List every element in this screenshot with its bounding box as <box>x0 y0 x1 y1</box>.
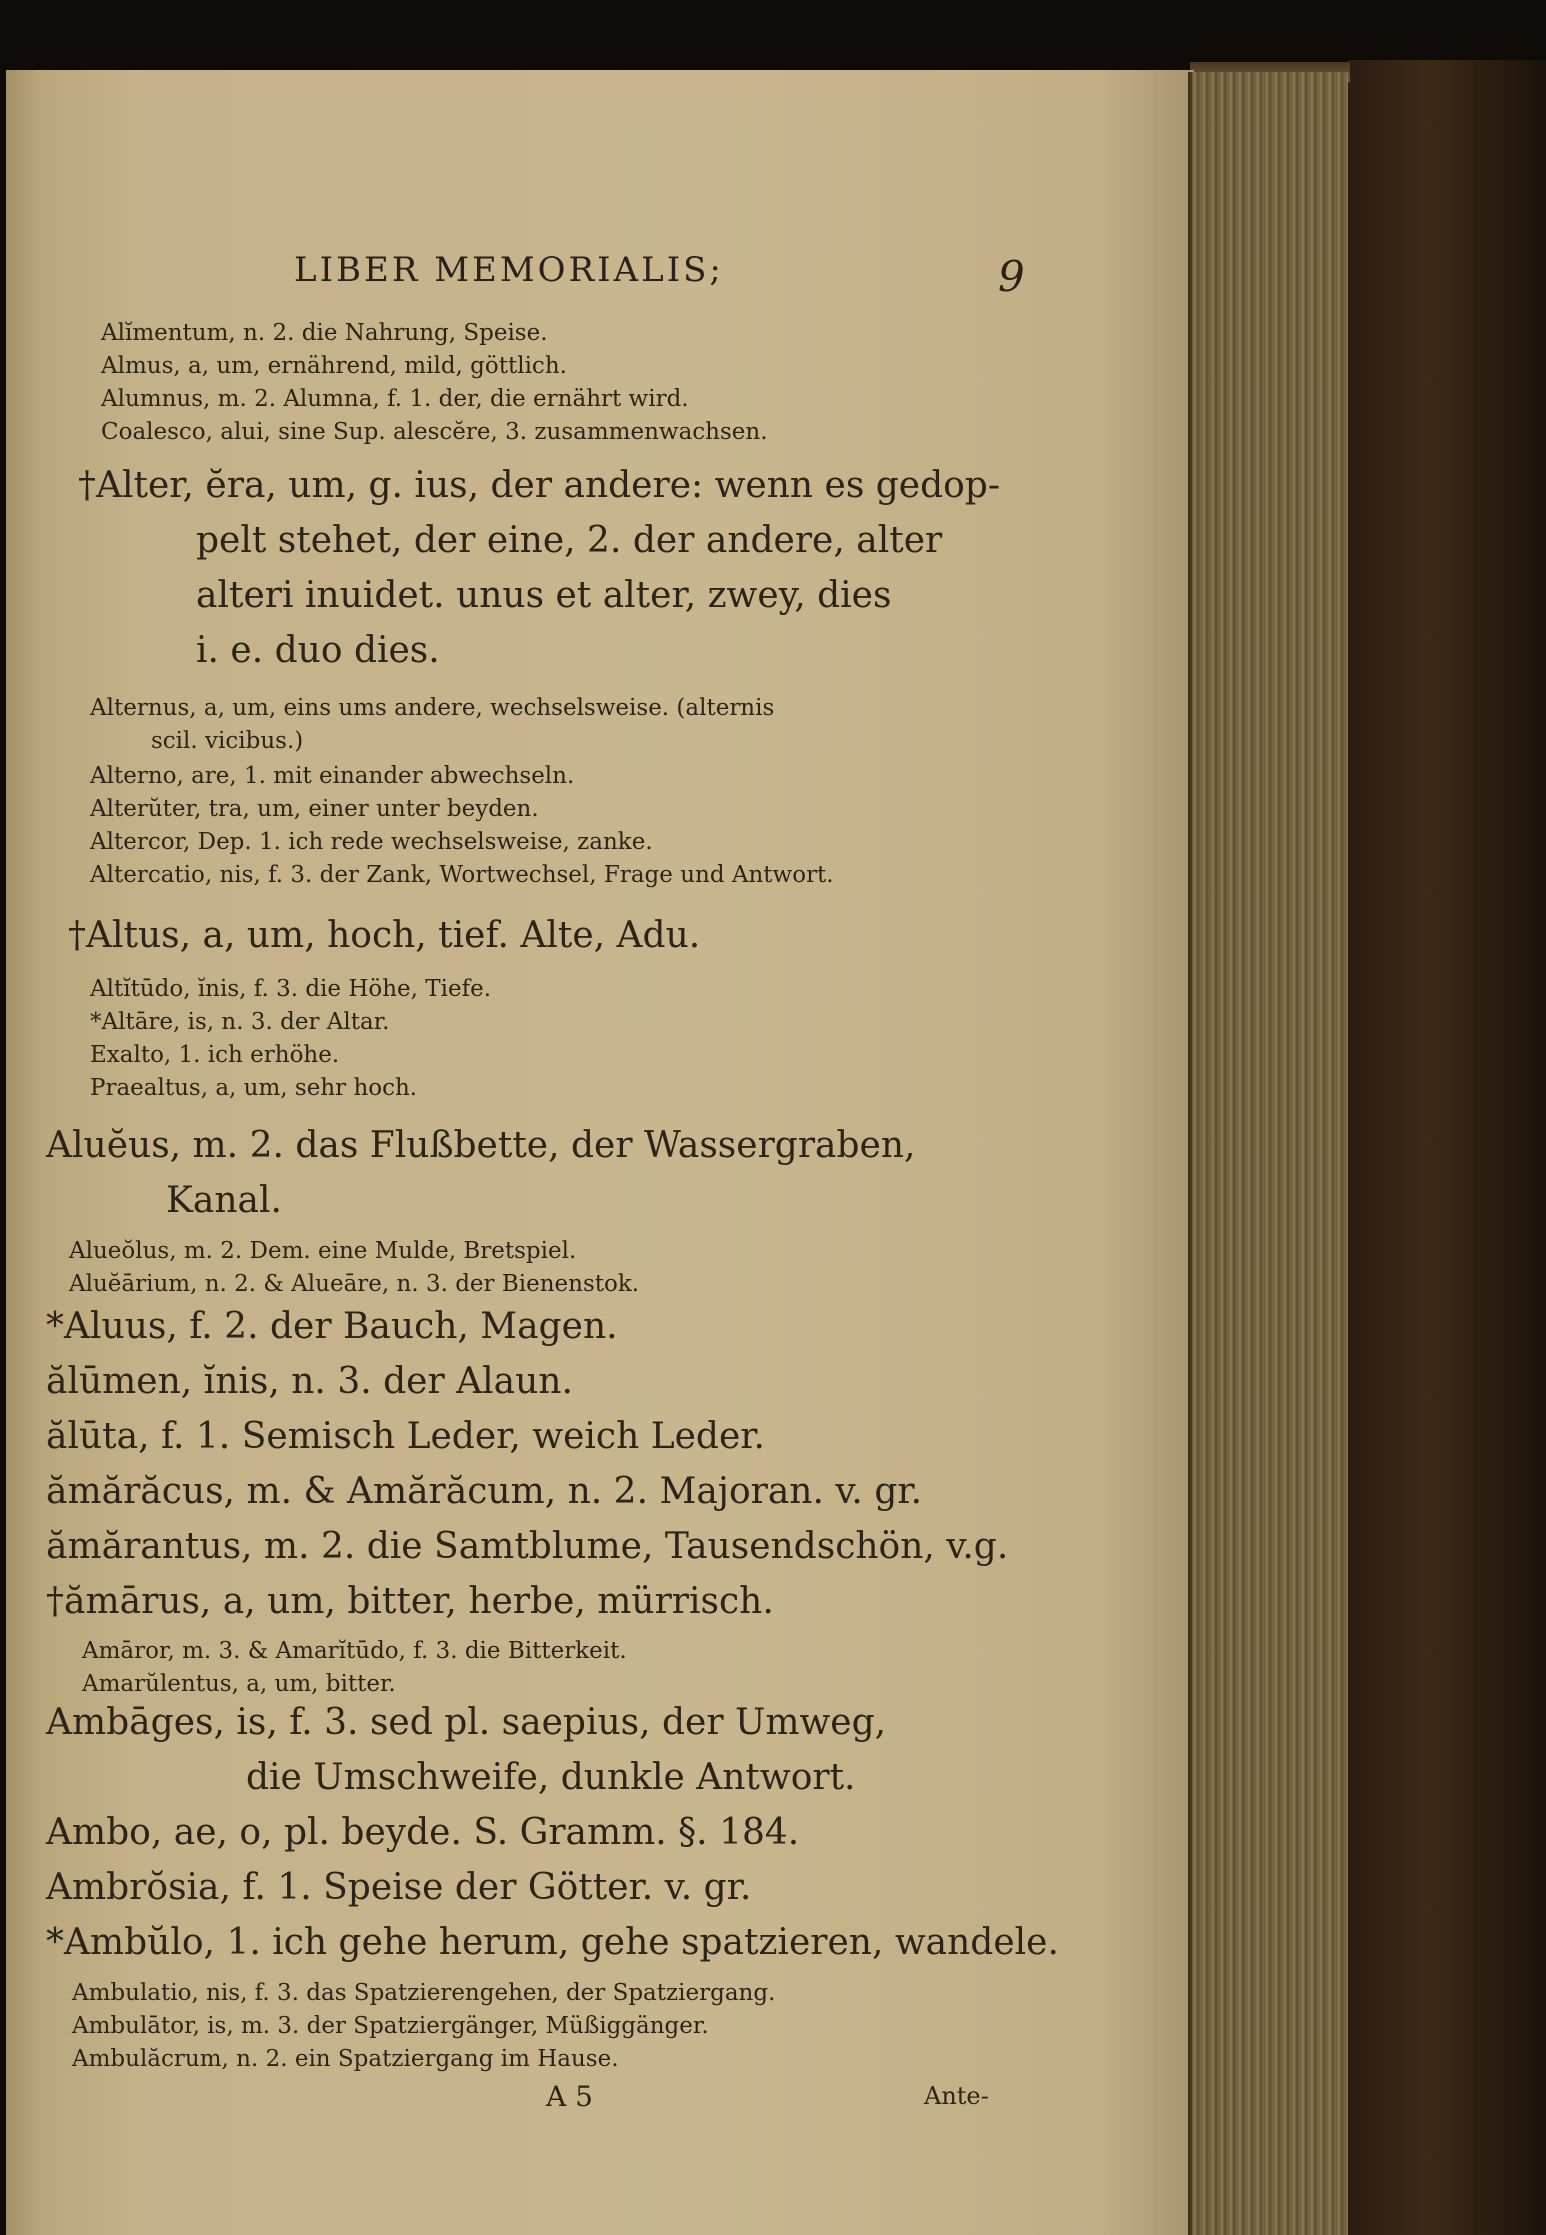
entry-altare: *Altāre, is, n. 3. der Altar. <box>90 1009 390 1035</box>
entry-amarus: †ămārus, a, um, bitter, herbe, mürrisch. <box>46 1581 774 1622</box>
page-number: 9 <box>998 252 1025 301</box>
book-fore-edge <box>1192 72 1348 2235</box>
entry-almus: Almus, a, um, ernährend, mild, göttlich. <box>101 353 567 379</box>
signature-mark: A 5 <box>546 2080 593 2113</box>
running-title: LIBER MEMORIALIS; <box>294 250 724 290</box>
entry-alueus-cont: Kanal. <box>166 1180 282 1221</box>
entry-alter-cont-1: pelt stehet, der eine, 2. der andere, alter <box>196 520 943 561</box>
entry-ambages-cont: die Umschweife, dunkle Antwort. <box>246 1757 856 1798</box>
entry-alternus: Alternus, a, um, eins ums andere, wechselsweise. (alternis <box>90 695 775 721</box>
entry-ambulatio: Ambulatio, nis, f. 3. das Spatzierengehen, der Spatziergang. <box>72 1980 776 2006</box>
entry-ambulator: Ambulātor, is, m. 3. der Spatziergänger, Müßiggänger. <box>72 2013 709 2039</box>
entry-alter-cont-2: alteri inuidet. unus et alter, zwey, dies <box>196 575 892 616</box>
entry-ambulacrum: Ambulăcrum, n. 2. ein Spatziergang im Hause. <box>72 2046 619 2072</box>
entry-ambrosia: Ambrŏsia, f. 1. Speise der Götter. v. gr. <box>46 1867 752 1908</box>
entry-altercor: Altercor, Dep. 1. ich rede wechselsweise, zanke. <box>90 829 653 855</box>
entry-aluta: ălūta, f. 1. Semisch Leder, weich Leder. <box>46 1416 765 1457</box>
entry-alternus-cont: scil. vicibus.) <box>151 728 304 754</box>
entry-alter-cont-3: i. e. duo dies. <box>196 630 440 671</box>
entry-amaror: Amāror, m. 3. & Amarĭtūdo, f. 3. die Bitterkeit. <box>82 1638 627 1664</box>
entry-alumnus: Alumnus, m. 2. Alumna, f. 1. der, die ernährt wird. <box>101 386 689 412</box>
entry-coalesco: Coalesco, alui, sine Sup. alescĕre, 3. zusammenwachsen. <box>101 419 768 445</box>
entry-aluus: *Aluus, f. 2. der Bauch, Magen. <box>46 1306 618 1347</box>
entry-praealtus: Praealtus, a, um, sehr hoch. <box>90 1075 418 1101</box>
entry-aluearium: Aluĕārium, n. 2. & Alueāre, n. 3. der Bienenstok. <box>69 1271 640 1297</box>
book-page <box>6 70 1194 2235</box>
entry-ambages: Ambāges, is, f. 3. sed pl. saepius, der Umweg, <box>46 1702 887 1743</box>
entry-alumen: ălūmen, ĭnis, n. 3. der Alaun. <box>46 1361 573 1402</box>
entry-ambulo: *Ambŭlo, 1. ich gehe herum, gehe spatzieren, wandele. <box>46 1922 1059 1963</box>
entry-altitudo: Altĭtūdo, ĭnis, f. 3. die Höhe, Tiefe. <box>90 976 492 1002</box>
entry-alueus: Aluĕus, m. 2. das Flußbette, der Wassergraben, <box>46 1125 916 1166</box>
catchword: Ante- <box>924 2082 989 2110</box>
entry-altercatio: Altercatio, nis, f. 3. der Zank, Wortwechsel, Frage und Antwort. <box>90 862 834 888</box>
entry-amarulentus: Amarŭlentus, a, um, bitter. <box>82 1671 396 1697</box>
entry-alueolus: Alueŏlus, m. 2. Dem. eine Mulde, Bretspiel. <box>69 1238 577 1264</box>
entry-alimentum: Alĭmentum, n. 2. die Nahrung, Speise. <box>101 320 548 346</box>
entry-alter: †Alter, ĕra, um, g. ius, der andere: wenn es gedop- <box>78 465 1001 506</box>
entry-alteruter: Alterŭter, tra, um, einer unter beyden. <box>90 796 539 822</box>
entry-amaracus: ămărăcus, m. & Amărăcum, n. 2. Majoran. v. gr. <box>46 1471 923 1512</box>
entry-ambo: Ambo, ae, o, pl. beyde. S. Gramm. §. 184. <box>46 1812 800 1853</box>
entry-altus: †Altus, a, um, hoch, tief. Alte, Adu. <box>68 915 701 956</box>
entry-exalto: Exalto, 1. ich erhöhe. <box>90 1042 340 1068</box>
entry-amarantus: ămărantus, m. 2. die Samtblume, Tausendschön, v.g. <box>46 1526 1009 1567</box>
book-cover-edge <box>1348 60 1546 2235</box>
entry-alterno: Alterno, are, 1. mit einander abwechseln. <box>90 763 575 789</box>
